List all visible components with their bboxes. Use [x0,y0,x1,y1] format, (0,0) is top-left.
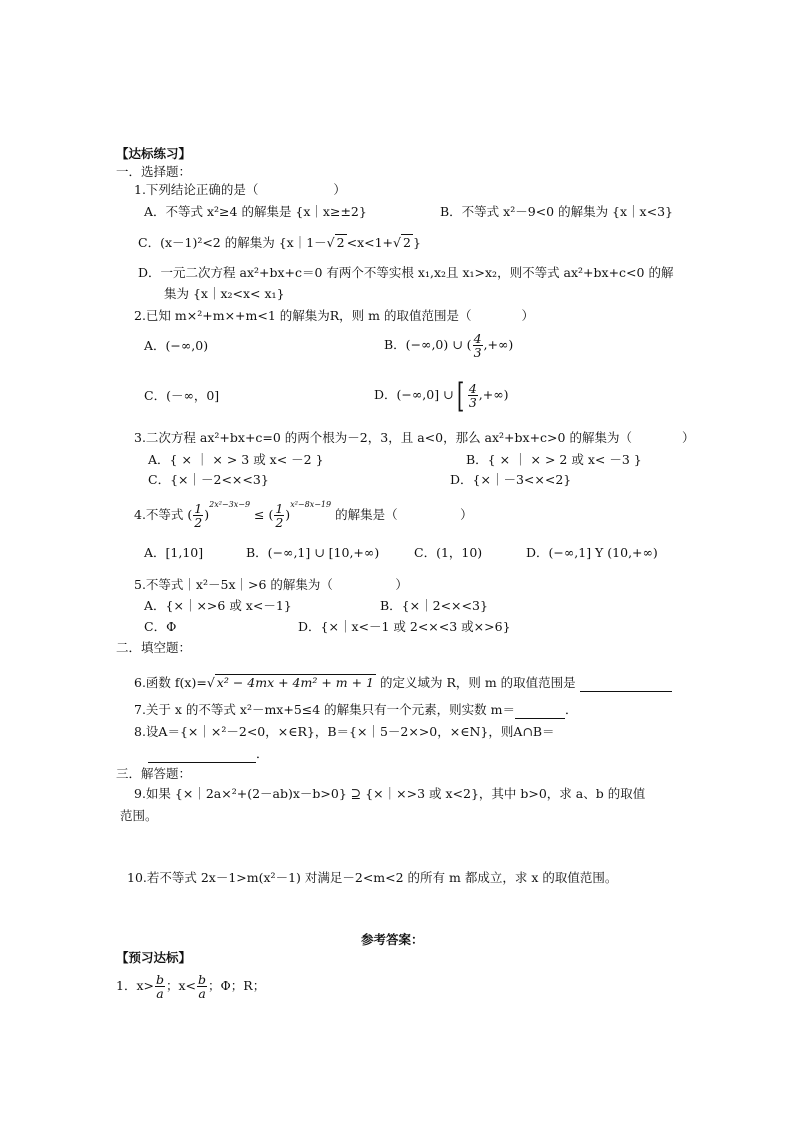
q2-option-b-pre: B．(−∞,0) ∪ ( [384,337,472,352]
q1-stem: 1.下列结论正确的是（ ） [134,182,346,197]
q1-option-d-line1: D．一元二次方程 ax²+bx+c＝0 有两个不等实根 x₁,x₂且 x₁>x₂，则不等式 ax²+bx+c<0 的解 [138,265,674,280]
q2-option-b-post: ,+∞) [483,337,514,352]
q4-option-b: B．(−∞,1] ∪ [10,+∞) [246,545,380,560]
q6: 6.函数 f(x)=√ x² − 4mx + 4m² + m + 1 的定义域为 R，则 m 的取值范围是 [134,674,672,692]
fraction-1-2: $\frac{1}{2}$ [194,501,203,530]
q1-option-c-pre: C．(x－1)²<2 的解集为 {x｜1－ [138,235,327,250]
fraction-4-3-d: $\frac{4}{3}$ [468,381,477,410]
q6-pre: 6.函数 f(x)= [134,675,207,690]
q5-option-b: B．{×｜2<×<3} [380,598,488,613]
q6-radicand: x² − 4mx + 4m² + m + 1 [216,675,375,690]
answers-line-1: 1．x> $\frac{b}{a}$ ；x< $\frac{b}{a}$ ；Φ；R； [116,972,266,1001]
q2-option-d-pre: D．(−∞,0] ∪ [374,387,454,402]
q7: 7.关于 x 的不等式 x²－mx+5≤4 的解集只有一个元素，则实数 m＝ ． [134,702,578,717]
q3-stem: 3.二次方程 ax²+bx+c=0 的两个根为－2，3，且 a<0，那么 ax²+bx+c>0 的解集为（ ） [134,430,695,445]
q4-stem: 4.不等式 ( $\frac{1}{2}$ )$^{2x^2-3x-9}$ ≤ ( $\frac{1}{2}$ )$^{x^2-8x-19}$ 的解集是（ ） [134,499,473,530]
sqrt-2: 2 [336,235,345,250]
answers-subtitle: 【预习达标】 [116,950,192,965]
q4-option-d: D．(−∞,1] Y (10,+∞) [526,545,658,560]
q4-option-a: A．[1,10] [144,545,204,560]
q9-line1: 9.如果 {×｜2a×²+(2－ab)x－b>0} ⊇ {×｜×>3 或 x<2}，其中 b>0，求 a、b 的取值 [134,786,646,801]
q2-option-d: D．(−∞,0] ∪[ $\frac{4}{3}$ ,+∞) [374,375,509,416]
q2-option-d-post: ,+∞) [478,387,509,402]
q4-exponent-2: x²−8x−19 [290,499,332,509]
q1-option-c-mid: <x<1+ [346,235,394,250]
q6-answer-blank[interactable] [580,675,672,692]
fraction-1-2-b: $\frac{1}{2}$ [275,501,284,530]
q10: 10.若不等式 2x－1>m(x²－1) 对满足－2<m<2 的所有 m 都成立，求 x 的取值范围。 [127,870,618,885]
q4-exponent-1: 2x²−3x−9 [209,499,251,509]
section-heading-fill: 二．填空题： [116,640,192,655]
q7-text: 7.关于 x 的不等式 x²－mx+5≤4 的解集只有一个元素，则实数 m＝ [134,702,516,717]
q7-answer-blank[interactable] [515,702,565,719]
q8-line1: 8.设A＝{×｜×²－2<0，×∈R}，B＝{×｜5－2×>0，×∈N}，则A∩B＝ [134,724,555,739]
q9-line2: 范围。 [120,808,158,823]
fraction-b-a: $\frac{b}{a}$ [155,972,164,1001]
q2-option-b [384,328,513,362]
q5-option-c: C．Φ [144,619,177,634]
q5-stem: 5.不等式｜x²－5x｜>6 的解集为（ ） [134,577,408,592]
q4-option-c: C．(1，10) [414,545,483,560]
q6-post: 的定义域为 R，则 m 的取值范围是 [376,675,576,690]
section-heading-choice: 一．选择题： [116,164,192,179]
q1-option-a: A．不等式 x²≥4 的解集是 {x｜x≥±2} [144,204,367,219]
q2-stem: 2.已知 m×²+m×+m<1 的解集为R，则 m 的取值范围是（ ） [134,308,534,323]
q3-option-a: A．{ × ｜ × > 3 或 x< －2 } [148,452,324,467]
section-heading-solve: 三．解答题： [116,766,192,781]
fraction-4-3: $\frac{4}{3}$ [473,331,482,360]
q2-option-a: A．(−∞,0) [144,338,209,353]
q3-option-b: B．{ × ｜ × > 2 或 x< －3 } [466,452,642,467]
q1-option-c-post: } [412,235,421,250]
sqrt-2-b: 2 [403,235,411,250]
answers-title: 参考答案： [361,932,424,947]
q1-option-c: C．(x－1)²<2 的解集为 {x｜1－√ 2 <x<1+√ 2 } [138,235,421,250]
section-title: 【达标练习】 [116,146,192,161]
q1-option-d-line2: 集为 {x｜x₂<x< x₁} [164,286,285,301]
q3-option-d: D．{×｜－3<×<2} [450,472,572,487]
q2-option-c: C．(－∞，0] [144,388,220,403]
q5-option-a: A．{×｜×>6 或 x<－1} [144,598,292,613]
q3-option-c: C．{×｜－2<×<3} [148,472,269,487]
q8-answer-blank[interactable] [148,746,256,763]
q1-option-b: B．不等式 x²－9<0 的解集为 {x｜x<3} [440,204,673,219]
fraction-b-a-2: $\frac{b}{a}$ [198,972,207,1001]
q5-option-d: D．{×｜x<－1 或 2<×<3 或×>6} [298,619,511,634]
q8-line2: ． [148,746,269,763]
